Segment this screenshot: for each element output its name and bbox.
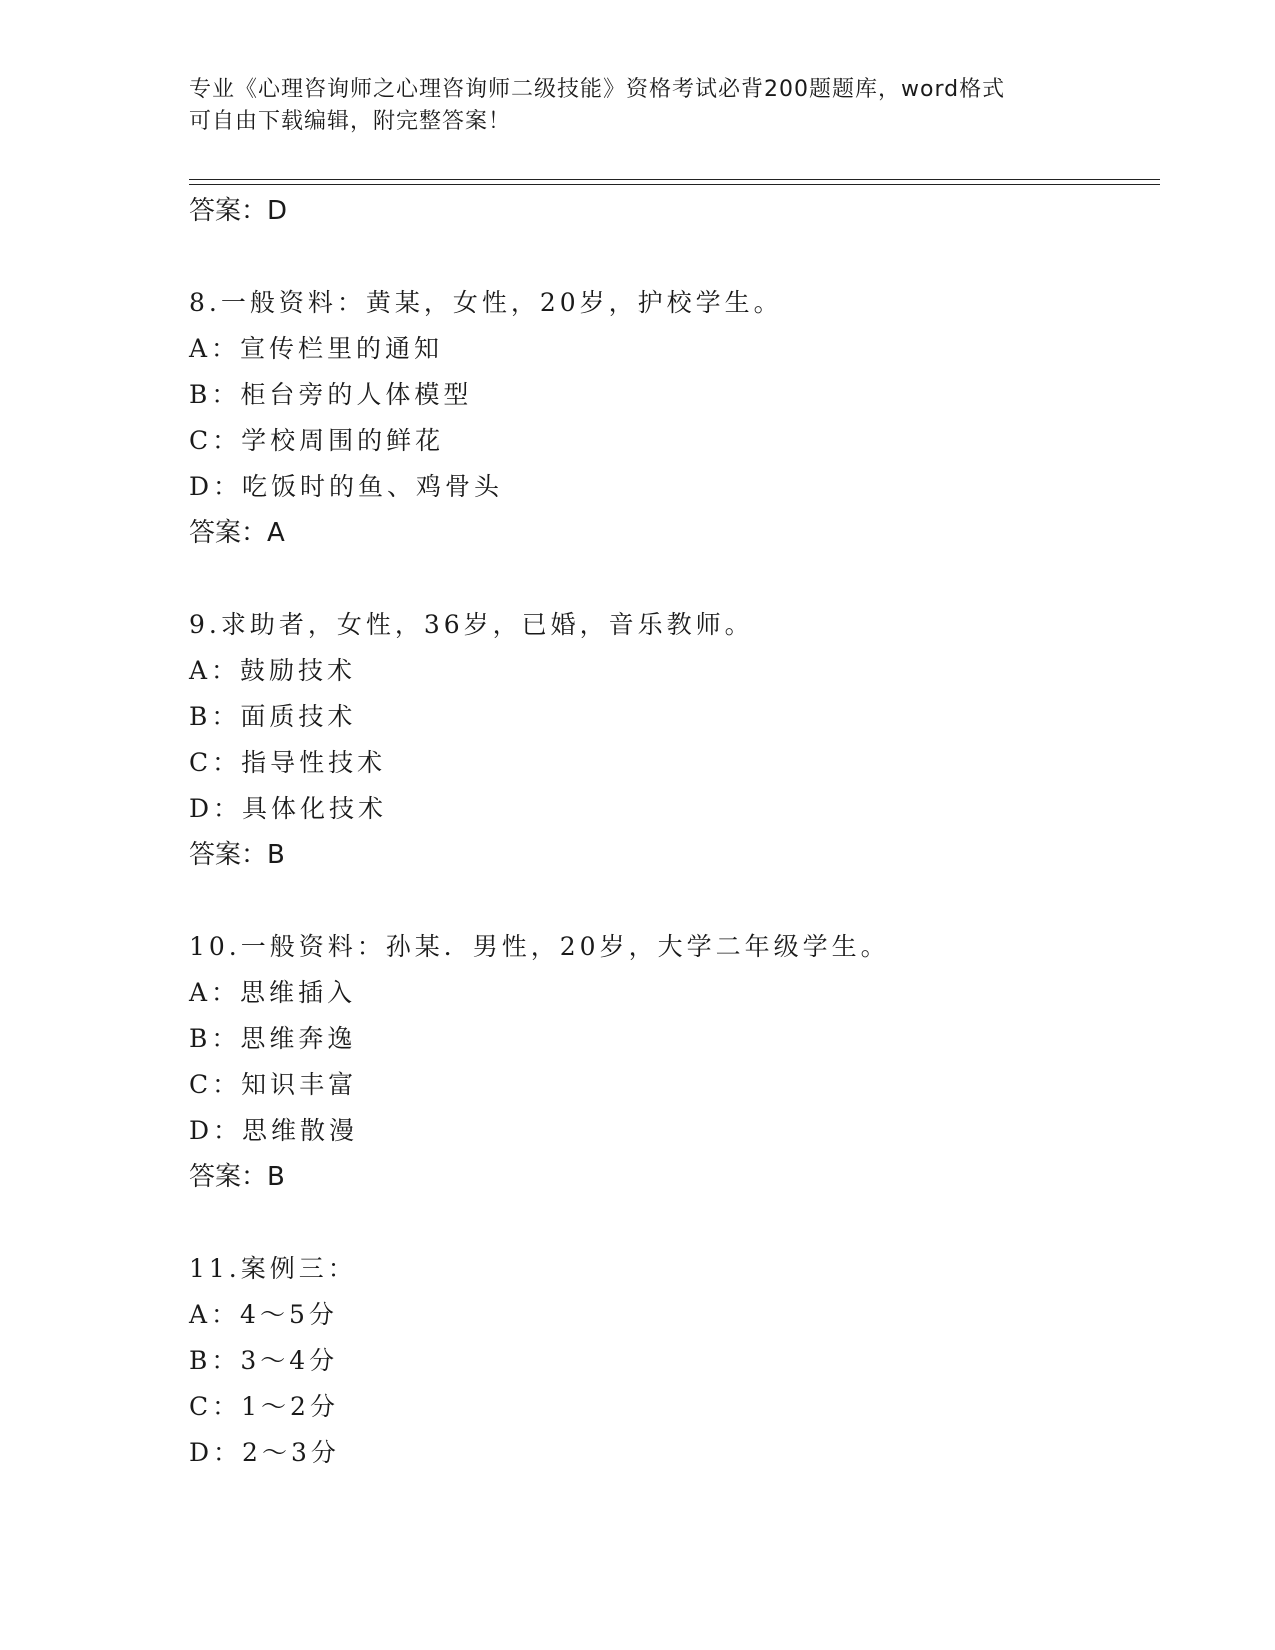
option-a: A：宣传栏里的通知 bbox=[189, 334, 444, 363]
question-answer: 答案：B bbox=[189, 1162, 285, 1192]
document-header bbox=[189, 74, 1089, 138]
question-stem: 9.求助者，女性，36岁，已婚，音乐教师。 bbox=[189, 610, 754, 639]
option-b: B：思维奔逸 bbox=[189, 1024, 357, 1053]
previous-question-answer: 答案：D bbox=[189, 196, 288, 226]
question-answer: 答案：B bbox=[189, 840, 285, 870]
question-stem: 8.一般资料：黄某，女性，20岁，护校学生。 bbox=[189, 288, 783, 317]
option-d: D：思维散漫 bbox=[189, 1116, 359, 1145]
option-d: D：吃饭时的鱼、鸡骨头 bbox=[189, 472, 504, 501]
question-stem: 10.一般资料：孙某．男性，20岁，大学二年级学生。 bbox=[189, 932, 890, 961]
header-title-line-1: 专业《心理咨询师之心理咨询师二级技能》资格考试必背200题题库，word格式 bbox=[189, 77, 1006, 102]
header-title-line-2: 可自由下载编辑，附完整答案！ bbox=[189, 109, 512, 134]
option-d: D：具体化技术 bbox=[189, 794, 388, 823]
option-c: C：指导性技术 bbox=[189, 748, 387, 777]
header-divider-bottom bbox=[189, 184, 1160, 185]
question-8 bbox=[189, 280, 1160, 556]
option-d: D：2～3分 bbox=[189, 1438, 340, 1467]
option-a: A：4～5分 bbox=[189, 1300, 338, 1329]
option-a: A：鼓励技术 bbox=[189, 656, 357, 685]
option-b: B：面质技术 bbox=[189, 702, 357, 731]
option-c: C：学校周围的鲜花 bbox=[189, 426, 445, 455]
question-10 bbox=[189, 924, 1160, 1200]
option-a: A：思维插入 bbox=[189, 978, 357, 1007]
question-answer: 答案：A bbox=[189, 518, 285, 548]
option-b: B：柜台旁的人体模型 bbox=[189, 380, 473, 409]
header-divider-top bbox=[189, 179, 1160, 180]
question-9 bbox=[189, 602, 1160, 878]
question-list bbox=[189, 188, 1160, 1476]
question-11 bbox=[189, 1246, 1160, 1476]
question-stem: 11.案例三： bbox=[189, 1254, 357, 1283]
option-b: B：3～4分 bbox=[189, 1346, 339, 1375]
option-c: C：1～2分 bbox=[189, 1392, 339, 1421]
option-c: C：知识丰富 bbox=[189, 1070, 358, 1099]
